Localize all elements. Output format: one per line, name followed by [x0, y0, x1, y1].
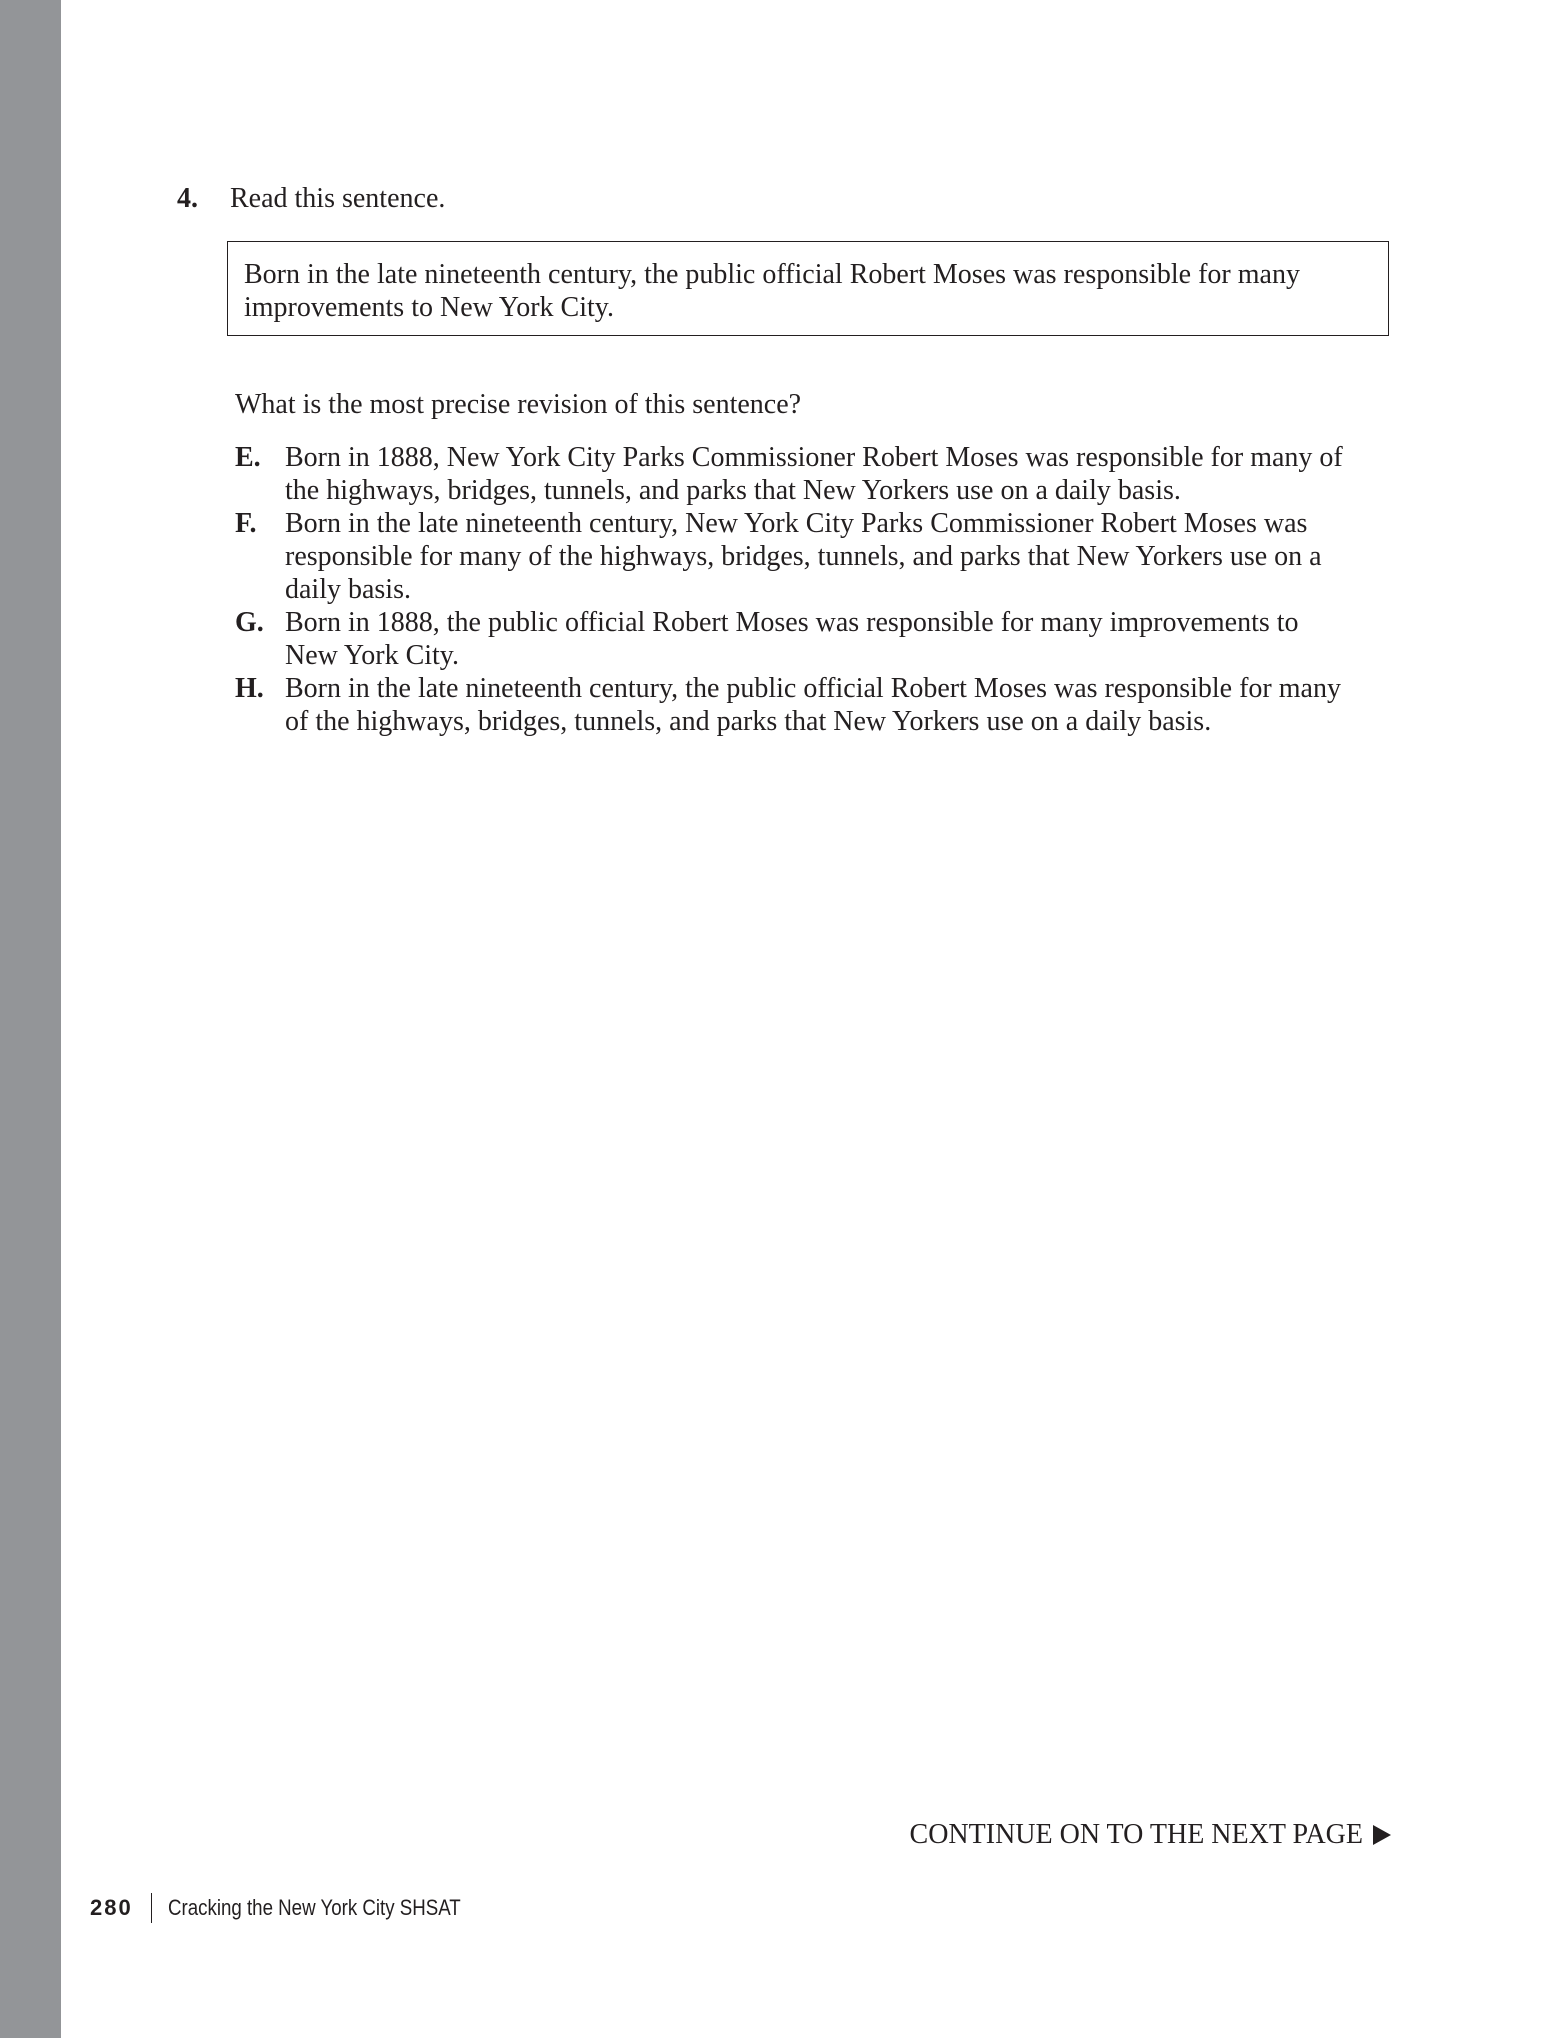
footer-divider	[151, 1893, 153, 1923]
side-margin-bar	[0, 0, 61, 2038]
choice-letter: H.	[235, 673, 264, 704]
continue-notice	[910, 1818, 1391, 1851]
choice-letter: F.	[235, 508, 257, 539]
choice-e[interactable]	[235, 441, 1355, 507]
choice-f[interactable]	[235, 507, 1355, 606]
choice-text: Born in the late nineteenth century, the public official Robert Moses was responsible for many of the highways, bridges, tunnels, and parks that New Yorkers use on a daily basis.	[285, 673, 1341, 737]
sentence-text: Born in the late nineteenth century, the public official Robert Moses was responsible for many improvements to New York City.	[244, 259, 1300, 323]
choice-letter: G.	[235, 607, 264, 638]
sub-question: What is the most precise revision of this sentence?	[235, 389, 802, 420]
page-number: 280	[90, 1895, 133, 1920]
continue-text: CONTINUE ON TO THE NEXT PAGE	[909, 1819, 1363, 1850]
sentence-box	[227, 241, 1389, 336]
choice-h[interactable]	[235, 672, 1355, 738]
question-header	[177, 182, 1397, 215]
choice-g[interactable]	[235, 606, 1355, 672]
choice-text: Born in 1888, New York City Parks Commissioner Robert Moses was responsible for many of the highways, bridges, tunnels, and parks that New Yorkers use on a daily basis.	[285, 442, 1343, 506]
choice-text: Born in 1888, the public official Robert Moses was responsible for many improvements to New York City.	[285, 607, 1299, 671]
question-prompt: Read this sentence.	[230, 183, 446, 214]
book-title: Cracking the New York City SHSAT	[168, 1895, 461, 1920]
right-triangle-arrow-icon	[1373, 1825, 1391, 1845]
page-footer	[90, 1893, 513, 1923]
choice-letter: E.	[235, 442, 261, 473]
choice-text: Born in the late nineteenth century, New York City Parks Commissioner Robert Moses was responsible for many of the highways, bridges, tunnels, and parks that New Yorkers use on a daily basis.	[285, 508, 1322, 605]
question-number: 4.	[177, 183, 198, 214]
answer-choices	[235, 441, 1355, 738]
